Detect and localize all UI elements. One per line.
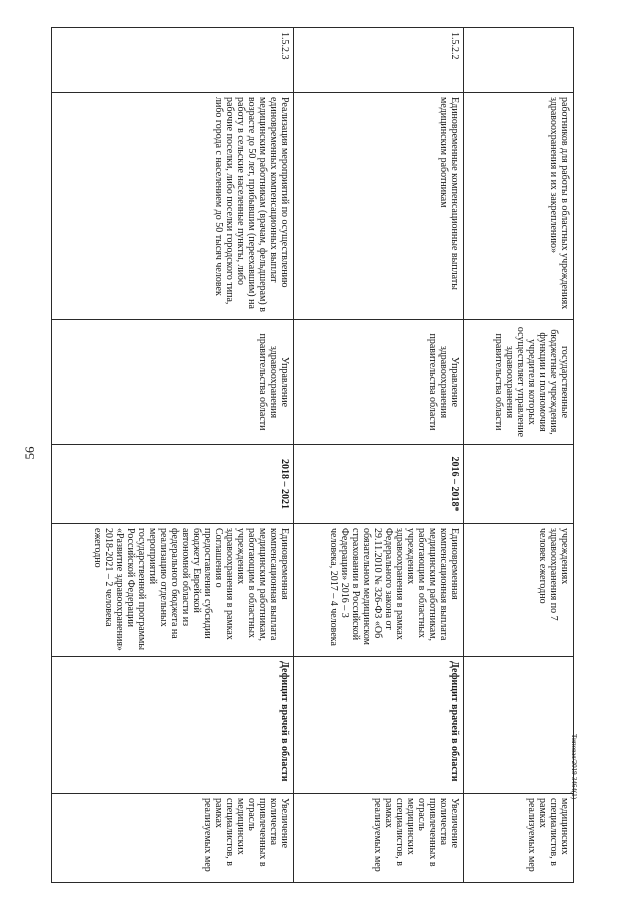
cell-executor: Управление здравоохранения правительства области <box>294 320 464 445</box>
cell-term: 2018 – 2021 <box>52 445 294 524</box>
cell-number <box>464 28 574 93</box>
cell-executor: Управление здравоохранения правительства области <box>52 320 294 445</box>
cell-financing: Единовременная компенсационная выплата медицинским работникам, работающим в областных учреждениях здравоохранения в рамках Соглашения о предоставлении субсидии бюджету Еврейской автономной области из федерального бюджета на реализацию отдельных мероприятий государственной программы Российской Федерации «Развитие здравоохранения» 2018-2021 – 2 человека ежегодно <box>52 524 294 657</box>
cell-result: Увеличение количества привлеченных в отрасль медицинских специалистов, в рамках реализуемых мер <box>294 794 464 883</box>
table-holder <box>52 27 574 872</box>
cell-term <box>464 445 574 524</box>
table-row <box>464 28 574 883</box>
measures-table <box>51 27 574 883</box>
footer-code: Типовая/2019-3464(1) <box>570 734 578 800</box>
cell-executor: государственные бюджетные учреждения, функции и полномочия учредителя которых осуществляет управление здравоохранения правительства области <box>464 320 574 445</box>
cell-measure-name: работников для работы в областных учреждениях здравоохранения и их закреплению» <box>464 93 574 320</box>
cell-measure-name: Реализация мероприятий по осуществлению единовременных компенсационных выплат медицинским работникам (врачам, фельдшерам) в возрасте до 50 лет, прибывшим (переехавшим) на работу в сельские населенные пункты, либо рабочие поселки, либо поселки городского типа, либо города с населением до 50 тысяч человек <box>52 93 294 320</box>
cell-result: медицинских специалистов, в рамках реализуемых мер <box>464 794 574 883</box>
cell-financing: учреждениях здравоохранения по 7 человек ежегодно <box>464 524 574 657</box>
table-row <box>52 28 294 883</box>
cell-problem: Дефицит врачей в области <box>294 657 464 794</box>
cell-term: 2016 – 2018* <box>294 445 464 524</box>
cell-measure-name: Единовременные компенсационные выплаты медицинским работникам <box>294 93 464 320</box>
rotated-table <box>52 27 574 872</box>
page-number: 56 <box>22 446 37 460</box>
cell-problem: Дефицит врачей в области <box>52 657 294 794</box>
cell-financing: Единовременная компенсационная выплата медицинским работникам, работающим в областных учреждениях здравоохранения в рамках Федерального закона от 29.11.2010 № 326-ФЗ «Об обязательном медицинском страховании в Российской Федерации» 2016 – 3 человека, 2017 – 4 человека <box>294 524 464 657</box>
cell-number: 1.5.2.3 <box>52 28 294 93</box>
cell-number: 1.5.2.2 <box>294 28 464 93</box>
cell-problem <box>464 657 574 794</box>
cell-result: Увеличение количества привлеченных в отрасль медицинских специалистов, в рамках реализуемых мер <box>52 794 294 883</box>
table-row <box>294 28 464 883</box>
